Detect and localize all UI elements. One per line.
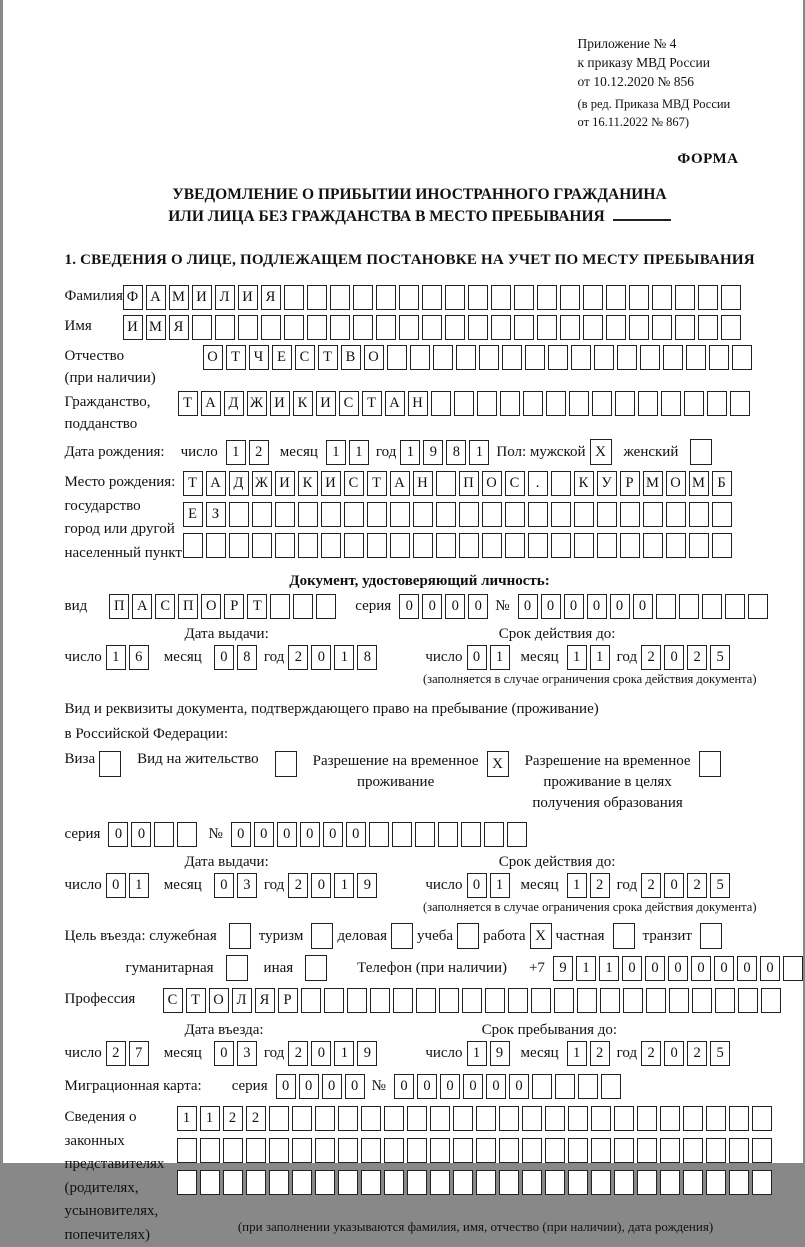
permit-intro-line1: Вид и реквизиты документа, подтверждающего право на пребывание (проживание) [64, 701, 599, 717]
birth-year-boxes[interactable]: 1 9 8 1 [400, 440, 492, 465]
sex-female-checkbox[interactable] [690, 439, 712, 465]
year-label: год [263, 649, 285, 665]
day-label: число [425, 649, 463, 665]
purpose-humanitarian-checkbox[interactable] [226, 955, 248, 981]
phone-prefix: +7 [528, 959, 545, 976]
year-label: год [616, 877, 638, 893]
purpose-work-label: работа [483, 927, 526, 944]
doc-series-boxes[interactable]: 0 0 0 0 [399, 594, 491, 619]
stay-until-label: Срок пребывания до: [481, 1022, 618, 1038]
year-label: год [616, 1045, 638, 1061]
valid-until-label: Срок действия до: [498, 626, 616, 642]
series-label: серия [64, 826, 101, 842]
month-label: месяц [520, 649, 559, 665]
purpose-official-checkbox[interactable] [229, 923, 251, 949]
representatives-label: Сведения о законных представителях (родителях, усыновителях, попечителях) [64, 1109, 165, 1243]
appendix-line: к приказу МВД России [577, 55, 710, 70]
doc-type-boxes[interactable]: П А С П О Р Т [109, 594, 339, 619]
day-label: число [64, 649, 102, 665]
representatives-row3[interactable] [177, 1170, 775, 1195]
permit-number-boxes[interactable]: 0 0 0 0 0 0 [231, 822, 530, 847]
id-valid-day[interactable]: 0 1 [467, 645, 513, 670]
number-label: № [371, 1078, 386, 1094]
purpose-business-label: деловая [337, 927, 388, 944]
entry-year[interactable]: 2 0 1 9 [288, 1041, 380, 1066]
permit-valid-year[interactable]: 2 0 2 5 [641, 873, 733, 898]
revision-line: от 16.11.2022 № 867) [577, 115, 690, 129]
entry-day[interactable]: 2 7 [106, 1041, 152, 1066]
day-label: число [180, 443, 218, 460]
id-valid-year[interactable]: 2 0 2 5 [641, 645, 733, 670]
birth-month-boxes[interactable]: 1 1 [326, 440, 372, 465]
birth-date-label: Дата рождения: [64, 443, 165, 460]
birthplace-label: Место рождения: государство город или другой населенный пункт [64, 474, 182, 561]
valid-until-label: Срок действия до: [498, 854, 616, 870]
appendix-line: от 10.12.2020 № 856 [577, 74, 694, 89]
purpose-tourism-label: туризм [258, 927, 304, 944]
month-label: месяц [163, 1045, 202, 1061]
validity-note: (заполняется в случае ограничения срока действия документа) [423, 900, 757, 914]
issue-date-label: Дата выдачи: [184, 854, 269, 870]
residence-permit-label: Вид на жительство [137, 751, 259, 767]
sex-male-checkbox[interactable]: X [590, 439, 612, 465]
month-label: месяц [520, 1045, 559, 1061]
issue-date-label: Дата выдачи: [184, 626, 269, 642]
surname-boxes[interactable]: Ф А М И Л И Я [123, 285, 744, 310]
day-label: число [425, 877, 463, 893]
purpose-transit-label: транзит [642, 927, 692, 944]
month-label: месяц [520, 877, 559, 893]
temp-permit-checkbox[interactable]: X [487, 751, 509, 777]
section1-heading: 1. СВЕДЕНИЯ О ЛИЦЕ, ПОДЛЕЖАЩЕМ ПОСТАНОВКЕ НА УЧЕТ ПО МЕСТУ ПРЕБЫВАНИЯ [64, 252, 755, 268]
year-label: год [263, 877, 285, 893]
day-label: число [64, 877, 102, 893]
residence-permit-checkbox[interactable] [275, 751, 297, 777]
permit-series-boxes[interactable]: 0 0 [108, 822, 200, 847]
year-label: год [616, 649, 638, 665]
doc-type-label: вид [64, 598, 88, 614]
permit-issue-day[interactable]: 0 1 [106, 873, 152, 898]
representatives-row1[interactable]: 1 1 2 2 [177, 1106, 775, 1131]
year-label: год [263, 1045, 285, 1061]
purpose-transit-checkbox[interactable] [700, 923, 722, 949]
month-label: месяц [163, 649, 202, 665]
representatives-row2[interactable] [177, 1138, 775, 1163]
series-label: серия [355, 598, 392, 614]
permit-valid-day[interactable]: 0 1 [467, 873, 513, 898]
day-label: число [64, 1045, 102, 1061]
migcard-number-boxes[interactable]: 0 0 0 0 0 0 [394, 1074, 624, 1099]
patronymic-label: Отчество (при наличии) [64, 348, 156, 386]
form-title-line2: ИЛИ ЛИЦА БЕЗ ГРАЖДАНСТВА В МЕСТО ПРЕБЫВАНИЯ [168, 208, 605, 225]
purpose-work-checkbox[interactable]: X [530, 923, 552, 949]
purpose-study-label: учеба [417, 927, 454, 944]
title-blank-line [613, 207, 671, 221]
id-doc-heading: Документ, удостоверяющий личность: [289, 573, 550, 589]
patronymic-boxes[interactable]: О Т Ч Е С Т В О [203, 345, 755, 370]
birthplace-row1[interactable]: Т А Д Ж И К И С Т А Н П О С . К У Р М О М Б [183, 471, 735, 496]
permit-issue-year[interactable]: 2 0 1 9 [288, 873, 380, 898]
temp-permit-edu-label: Разрешение на временное проживание в целях получения образования [524, 753, 691, 811]
sex-male-label: Пол: мужской [496, 443, 586, 460]
purpose-official-label: Цель въезда: служебная [64, 927, 217, 944]
phone-label: Телефон (при наличии) [357, 959, 507, 976]
id-issue-month[interactable]: 0 8 [214, 645, 260, 670]
sex-female-label: женский [623, 443, 679, 460]
stay-month[interactable]: 1 2 [567, 1041, 613, 1066]
entry-date-label: Дата въезда: [184, 1022, 264, 1038]
birthplace-row2[interactable]: Е З [183, 502, 735, 527]
form-title [65, 184, 775, 228]
series-label: серия [231, 1078, 268, 1094]
surname-label: Фамилия [64, 288, 123, 304]
year-label: год [375, 443, 397, 460]
representatives-boxes-block [177, 1106, 775, 1235]
purpose-tourism-checkbox[interactable] [311, 923, 333, 949]
visa-checkbox[interactable] [99, 751, 121, 777]
appendix-block [578, 34, 753, 131]
visa-label: Виза [64, 751, 96, 767]
citizenship-label: Гражданство, подданство [64, 394, 151, 432]
month-label: месяц [163, 877, 202, 893]
day-label: число [425, 1045, 463, 1061]
number-label: № [495, 598, 510, 614]
appendix-line: Приложение № 4 [577, 36, 677, 51]
profession-boxes[interactable]: С Т О Л Я Р [163, 988, 784, 1013]
birthplace-boxes-block [183, 471, 735, 558]
purpose-humanitarian-label: гуманитарная [125, 959, 214, 976]
name-label: Имя [64, 318, 92, 334]
temp-permit-label: Разрешение на временное проживание [312, 753, 479, 790]
birth-day-boxes[interactable]: 1 2 [226, 440, 272, 465]
entry-month[interactable]: 0 3 [214, 1041, 260, 1066]
purpose-private-label: частная [555, 927, 605, 944]
revision-line: (в ред. Приказа МВД России [577, 97, 731, 111]
migration-card-label: Миграционная карта: [64, 1078, 202, 1094]
permit-valid-month[interactable]: 1 2 [567, 873, 613, 898]
form-label: ФОРМА [677, 151, 739, 167]
permit-intro-line2: в Российской Федерации: [64, 726, 229, 742]
id-issue-year[interactable]: 2 0 1 8 [288, 645, 380, 670]
profession-label: Профессия [64, 991, 136, 1007]
arrival-notification-form [3, 0, 803, 1243]
form-title-line1: УВЕДОМЛЕНИЕ О ПРИБЫТИИ ИНОСТРАННОГО ГРАЖДАНИНА [172, 186, 667, 203]
phone-boxes[interactable]: 9 1 1 0 0 0 0 0 0 0 [553, 956, 805, 981]
citizenship-boxes[interactable]: Т А Д Ж И К И С Т А Н [178, 391, 753, 416]
validity-note: (заполняется в случае ограничения срока действия документа) [423, 672, 757, 686]
representatives-note: (при заполнении указываются фамилия, имя, отчество (при наличии), дата рождения) [237, 1219, 714, 1234]
permit-issue-month[interactable]: 0 3 [214, 873, 260, 898]
stay-year[interactable]: 2 0 2 5 [641, 1041, 733, 1066]
temp-permit-edu-checkbox[interactable] [699, 751, 721, 777]
purpose-business-checkbox[interactable] [391, 923, 413, 949]
id-issue-day[interactable]: 1 6 [106, 645, 152, 670]
stay-day[interactable]: 1 9 [467, 1041, 513, 1066]
birthplace-row3[interactable] [183, 533, 735, 558]
purpose-other-label: иная [263, 959, 294, 976]
doc-number-boxes[interactable]: 0 0 0 0 0 0 [518, 594, 771, 619]
number-label: № [208, 826, 223, 842]
migcard-series-boxes[interactable]: 0 0 0 0 [276, 1074, 368, 1099]
name-boxes[interactable]: И М Я [123, 315, 744, 340]
purpose-study-checkbox[interactable] [457, 923, 479, 949]
id-valid-month[interactable]: 1 1 [567, 645, 613, 670]
purpose-private-checkbox[interactable] [613, 923, 635, 949]
purpose-other-checkbox[interactable] [305, 955, 327, 981]
month-label: месяц [279, 443, 318, 460]
